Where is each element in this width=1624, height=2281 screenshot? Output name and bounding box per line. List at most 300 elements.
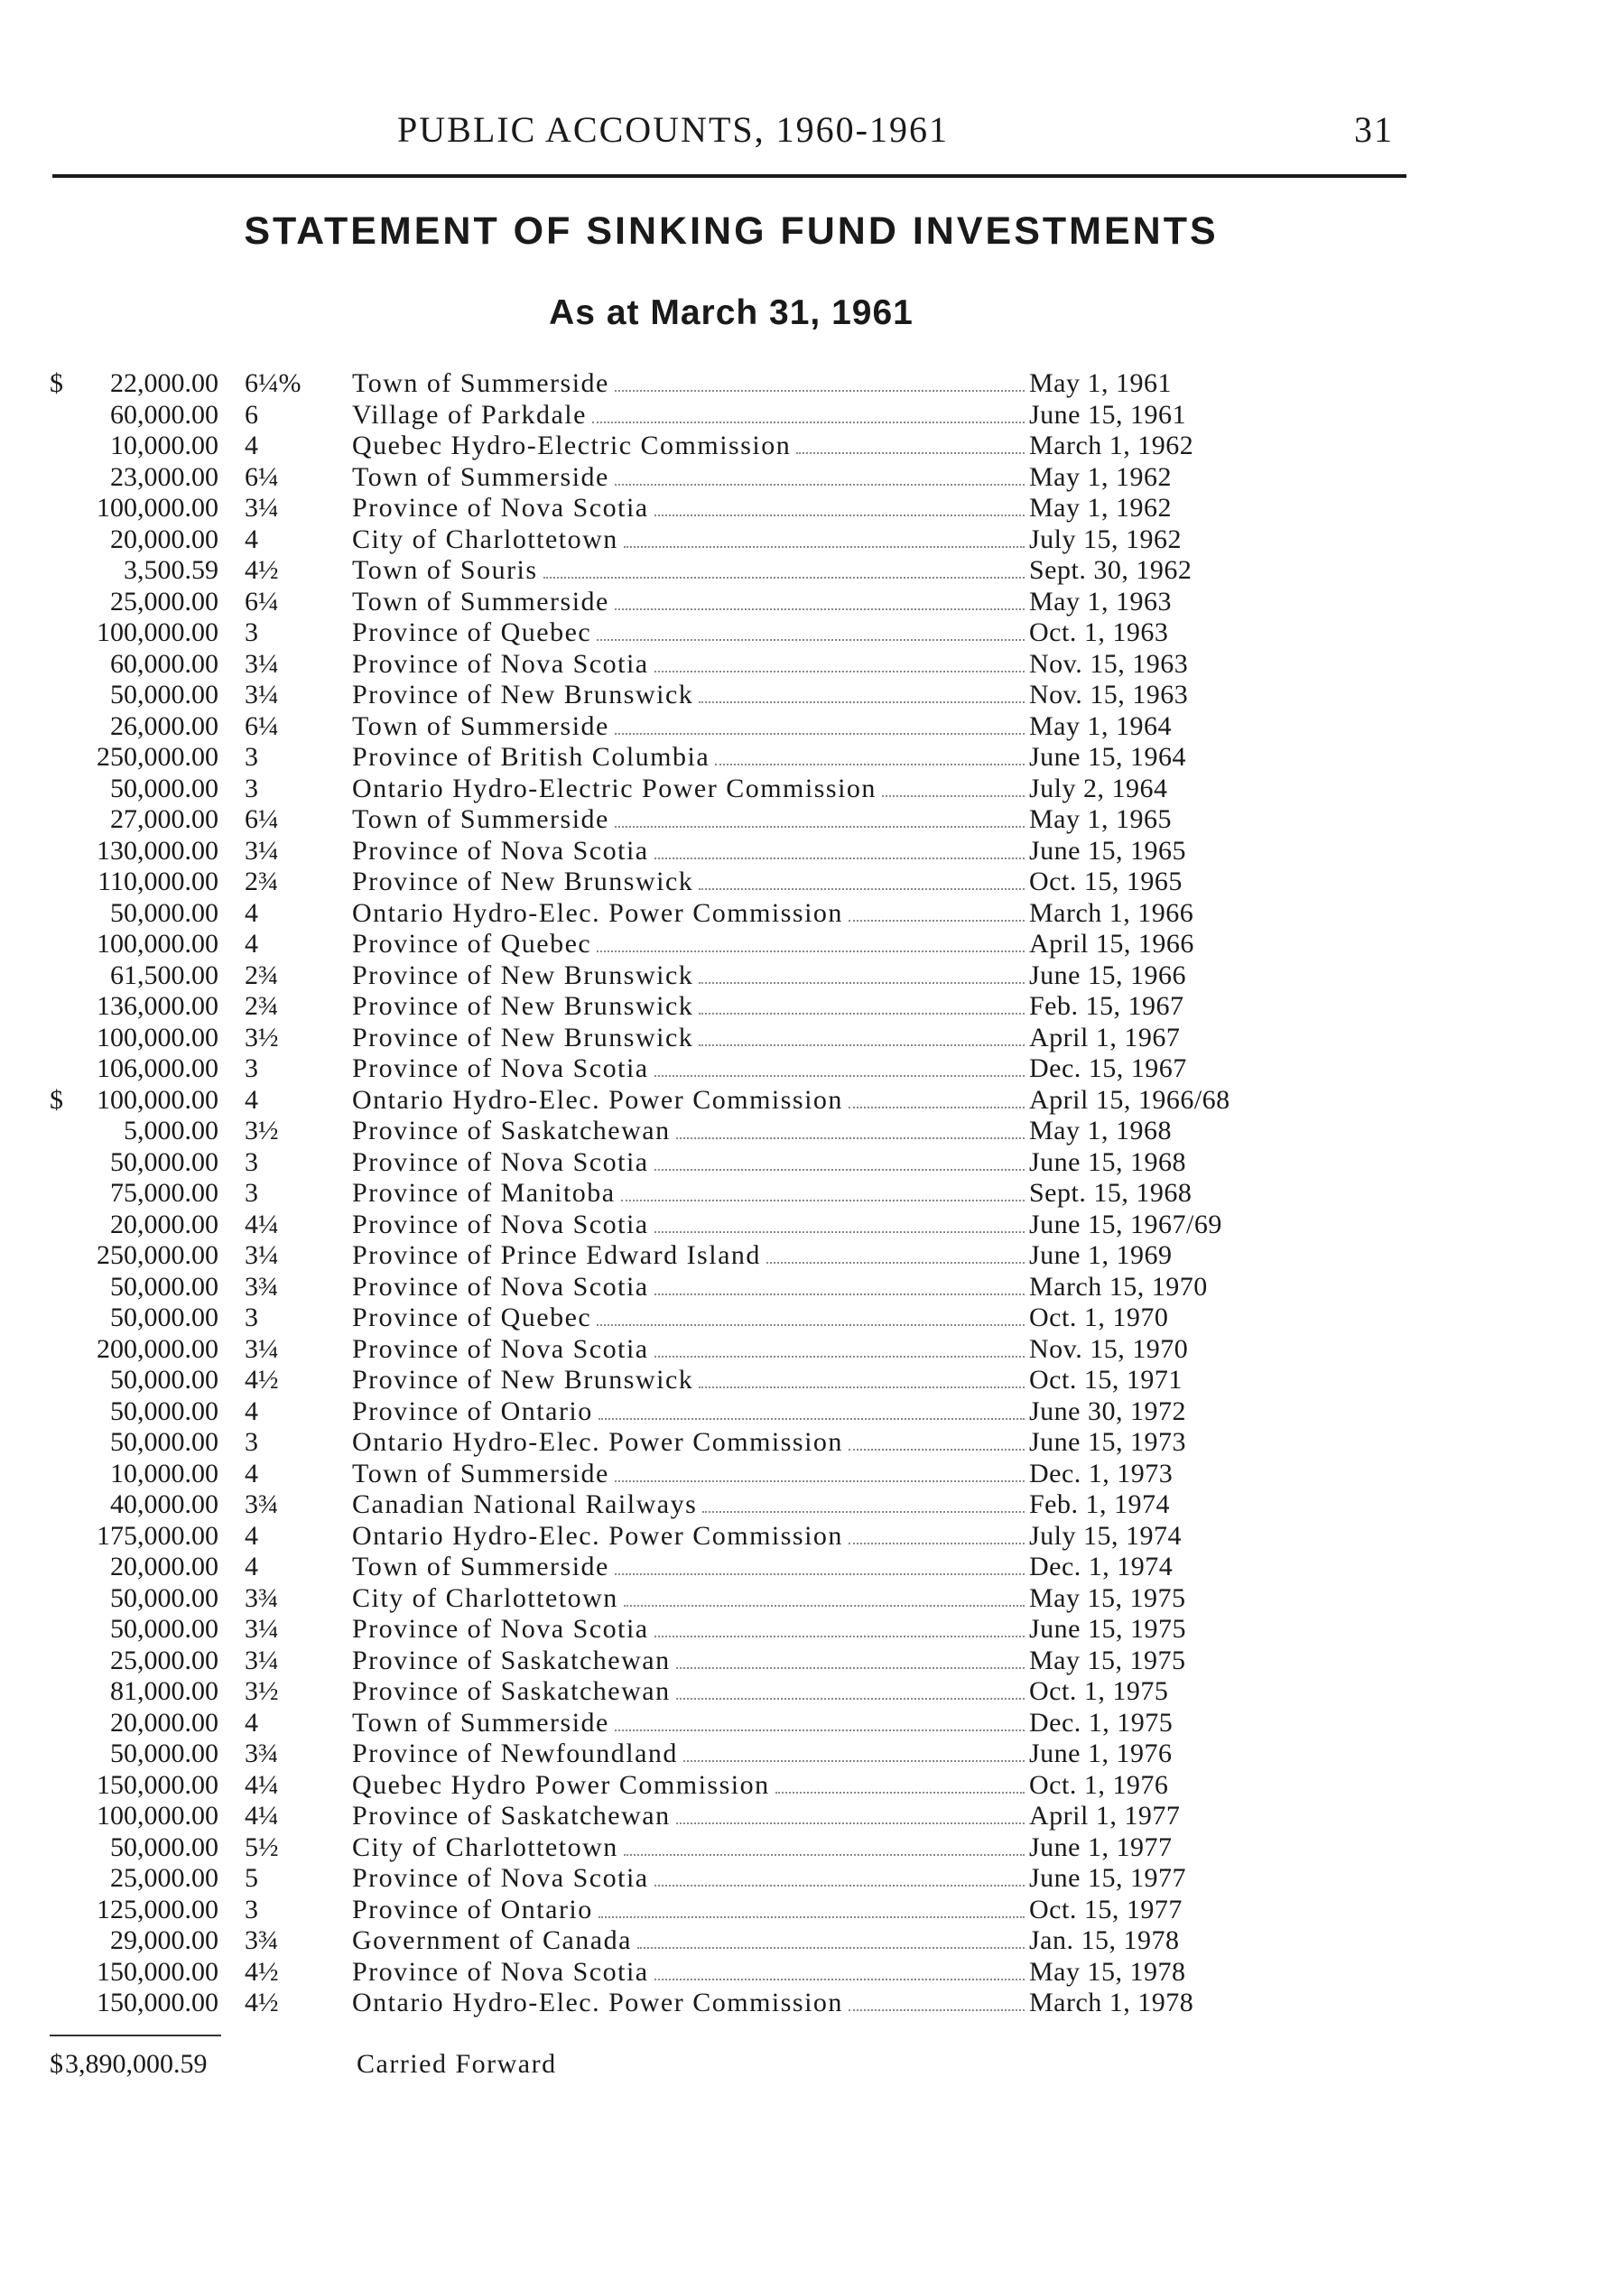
row-maturity: Sept. 30, 1962: [1029, 555, 1192, 585]
row-issuer-cell: [352, 524, 1025, 556]
row-rate: 5½: [245, 1831, 279, 1862]
dot-leader: [882, 795, 1025, 797]
row-issuer: Province of New Brunswick: [352, 991, 694, 1021]
row-amount: 23,000.00: [110, 461, 218, 492]
row-maturity: March 1, 1962: [1029, 431, 1194, 460]
row-issuer-cell: [352, 400, 1025, 431]
row-maturity: Oct. 15, 1965: [1029, 867, 1183, 896]
row-issuer: Province of New Brunswick: [352, 867, 694, 896]
row-issuer: Town of Summerside: [352, 1552, 609, 1581]
row-rate: 3¾: [245, 1925, 279, 1955]
row-issuer-cell: [352, 960, 1025, 992]
row-maturity: June 15, 1967/69: [1029, 1209, 1222, 1239]
row-amount: 100,000.00: [97, 617, 218, 647]
dot-leader: [702, 1511, 1025, 1513]
row-issuer-cell: [352, 493, 1025, 524]
ledger-row: [0, 1552, 1624, 1583]
row-issuer: Province of Nova Scotia: [352, 1053, 649, 1083]
row-issuer: Province of Nova Scotia: [352, 1209, 649, 1239]
row-issuer-cell: [352, 649, 1025, 681]
row-maturity: June 30, 1972: [1029, 1395, 1186, 1426]
header-rule: [52, 174, 1406, 178]
dot-leader: [654, 1885, 1025, 1887]
row-maturity: June 15, 1965: [1029, 835, 1186, 866]
row-maturity: March 1, 1978: [1029, 1988, 1194, 2017]
row-rate: 5: [245, 1863, 258, 1893]
row-maturity: Oct. 15, 1977: [1029, 1894, 1183, 1924]
row-rate: 2¾: [245, 960, 279, 990]
carried-forward-label: Carried Forward: [357, 2049, 557, 2079]
row-rate: 6: [245, 399, 258, 430]
row-issuer-cell: [352, 898, 1025, 930]
ledger-row: [0, 1053, 1624, 1085]
row-issuer-cell: [352, 1521, 1025, 1553]
row-amount: 10,000.00: [110, 431, 218, 460]
dot-leader: [654, 1293, 1025, 1295]
row-rate: 4: [245, 1458, 258, 1488]
row-issuer: Province of Nova Scotia: [352, 1614, 649, 1644]
dot-leader: [676, 1822, 1025, 1824]
ledger-row: [0, 1459, 1624, 1490]
dot-leader: [615, 608, 1025, 610]
row-maturity: May 1, 1965: [1029, 804, 1172, 834]
row-rate: 3: [245, 1427, 258, 1457]
ledger-row: [0, 1646, 1624, 1677]
row-rate: 4½: [245, 1956, 279, 1987]
dot-leader: [621, 1200, 1025, 1201]
ledger-row: [0, 524, 1624, 556]
row-issuer: Village of Parkdale: [352, 399, 587, 430]
row-maturity: July 2, 1964: [1029, 773, 1168, 803]
row-currency: $: [50, 1084, 63, 1115]
dot-leader: [699, 982, 1025, 984]
row-amount: 110,000.00: [97, 867, 218, 896]
dot-leader: [699, 1386, 1025, 1388]
row-issuer-cell: [352, 431, 1025, 462]
ledger-row: [0, 1396, 1624, 1428]
row-issuer: Province of Ontario: [352, 1894, 593, 1924]
row-maturity: Nov. 15, 1970: [1029, 1333, 1189, 1364]
row-issuer-cell: [352, 836, 1025, 867]
row-amount: 250,000.00: [97, 742, 218, 772]
dot-leader: [615, 484, 1025, 486]
dot-leader: [592, 422, 1025, 423]
row-amount: 100,000.00: [97, 929, 218, 959]
ledger-row: [0, 929, 1624, 960]
row-maturity: May 1, 1962: [1029, 461, 1172, 492]
row-rate: 4: [245, 929, 258, 959]
row-issuer-cell: [352, 711, 1025, 743]
row-issuer: Province of New Brunswick: [352, 960, 694, 990]
dot-leader: [654, 1169, 1025, 1171]
row-amount: 22,000.00: [110, 368, 218, 398]
dot-leader: [796, 452, 1025, 454]
row-rate: 4: [245, 524, 258, 554]
row-maturity: Nov. 15, 1963: [1029, 680, 1189, 709]
row-amount: 50,000.00: [110, 773, 218, 803]
row-maturity: March 1, 1966: [1029, 897, 1194, 928]
row-maturity: June 15, 1968: [1029, 1146, 1186, 1177]
row-issuer-cell: [352, 804, 1025, 836]
ledger-row: [0, 1988, 1624, 2019]
row-issuer-cell: [352, 1925, 1025, 1957]
row-maturity: June 1, 1969: [1029, 1240, 1173, 1270]
ledger-row: [0, 368, 1624, 400]
row-maturity: Feb. 1, 1974: [1029, 1489, 1170, 1519]
row-rate: 4¼: [245, 1769, 279, 1800]
ledger-row: [0, 960, 1624, 992]
row-amount: 27,000.00: [110, 804, 218, 834]
row-issuer-cell: [352, 1988, 1025, 2019]
dot-leader: [615, 390, 1025, 392]
row-issuer: Province of Nova Scotia: [352, 493, 649, 523]
row-rate: 2¾: [245, 867, 279, 896]
row-issuer: Ontario Hydro-Elec. Power Commission: [352, 1427, 843, 1457]
row-issuer: Province of Nova Scotia: [352, 1863, 649, 1893]
ledger-row: [0, 1801, 1624, 1832]
row-maturity: Oct. 1, 1963: [1029, 617, 1169, 647]
row-issuer: Province of Saskatchewan: [352, 1645, 671, 1675]
row-amount: 50,000.00: [110, 1427, 218, 1457]
row-rate: 3: [245, 1146, 258, 1177]
row-issuer-cell: [352, 1863, 1025, 1895]
row-rate: 6¼: [245, 461, 279, 492]
ledger-row: [0, 1614, 1624, 1646]
row-maturity: Oct. 1, 1976: [1029, 1769, 1169, 1800]
row-issuer: Quebec Hydro-Electric Commission: [352, 431, 792, 460]
dot-leader: [615, 1480, 1025, 1482]
row-issuer-cell: [352, 368, 1025, 400]
row-issuer-cell: [352, 680, 1025, 711]
ledger-row: [0, 1334, 1624, 1366]
row-issuer-cell: [352, 1676, 1025, 1708]
row-amount: 29,000.00: [110, 1925, 218, 1955]
ledger-row: [0, 617, 1624, 649]
ledger-row: [0, 493, 1624, 524]
row-rate: 3¼: [245, 680, 279, 709]
row-amount: 106,000.00: [97, 1053, 218, 1083]
row-issuer: Province of Manitoba: [352, 1178, 616, 1208]
row-rate: 3: [245, 617, 258, 647]
dot-leader: [654, 1231, 1025, 1233]
row-maturity: Oct. 1, 1975: [1029, 1676, 1169, 1706]
row-issuer: Town of Summerside: [352, 461, 609, 492]
dot-leader: [624, 546, 1025, 548]
row-issuer-cell: [352, 1303, 1025, 1334]
row-rate: 4¼: [245, 1801, 279, 1831]
ledger-row: [0, 555, 1624, 587]
row-rate: 6¼%: [245, 368, 302, 398]
running-title: PUBLIC ACCOUNTS, 1960-1961: [397, 109, 949, 150]
row-amount: 50,000.00: [110, 1271, 218, 1302]
row-amount: 50,000.00: [110, 897, 218, 928]
row-amount: 20,000.00: [110, 1707, 218, 1738]
row-amount: 100,000.00: [97, 1022, 218, 1052]
row-rate: 3½: [245, 1116, 279, 1145]
row-maturity: May 1, 1962: [1029, 493, 1172, 523]
page-number: 31: [1354, 109, 1394, 150]
row-issuer-cell: [352, 1085, 1025, 1117]
dot-leader: [599, 1418, 1025, 1420]
row-rate: 3: [245, 1894, 258, 1924]
row-issuer-cell: [352, 1396, 1025, 1428]
row-issuer: Province of Saskatchewan: [352, 1116, 671, 1145]
row-rate: 3¼: [245, 1240, 279, 1270]
ledger-row: [0, 1303, 1624, 1334]
row-amount: 150,000.00: [97, 1988, 218, 2017]
row-amount: 130,000.00: [97, 835, 218, 866]
row-maturity: Sept. 15, 1968: [1029, 1178, 1192, 1208]
row-issuer-cell: [352, 1895, 1025, 1926]
dot-leader: [597, 1324, 1025, 1326]
ledger-row: [0, 1272, 1624, 1303]
row-rate: 4: [245, 431, 258, 460]
ledger-row: [0, 1521, 1624, 1553]
row-issuer-cell: [352, 555, 1025, 587]
row-amount: 136,000.00: [97, 991, 218, 1021]
row-amount: 26,000.00: [110, 710, 218, 741]
row-issuer: Province of Nova Scotia: [352, 1956, 649, 1987]
row-issuer-cell: [352, 462, 1025, 494]
row-rate: 3: [245, 742, 258, 772]
dot-leader: [597, 950, 1025, 952]
dot-leader: [849, 1543, 1025, 1544]
row-rate: 4: [245, 1552, 258, 1581]
ledger-row: [0, 1210, 1624, 1241]
ledger-row: [0, 1739, 1624, 1770]
row-issuer-cell: [352, 1832, 1025, 1864]
dot-leader: [683, 1760, 1025, 1762]
row-issuer: City of Charlottetown: [352, 1582, 618, 1613]
statement-title: STATEMENT OF SINKING FUND INVESTMENTS: [244, 209, 1219, 253]
row-issuer: Town of Summerside: [352, 1458, 609, 1488]
row-maturity: June 1, 1977: [1029, 1831, 1173, 1862]
ledger-row: [0, 1023, 1624, 1054]
total-currency: $: [50, 2049, 63, 2079]
row-rate: 4¼: [245, 1209, 279, 1239]
row-issuer-cell: [352, 1614, 1025, 1646]
row-amount: 3,500.59: [124, 555, 218, 585]
dot-leader: [699, 701, 1025, 703]
row-maturity: Jan. 15, 1978: [1029, 1925, 1180, 1955]
dot-leader: [624, 1605, 1025, 1607]
row-issuer: Province of Saskatchewan: [352, 1676, 671, 1706]
ledger-row: [0, 1583, 1624, 1615]
row-rate: 3½: [245, 1676, 279, 1706]
row-rate: 4: [245, 1520, 258, 1551]
row-maturity: Nov. 15, 1963: [1029, 648, 1189, 679]
row-amount: 50,000.00: [110, 680, 218, 709]
dot-leader: [654, 515, 1025, 516]
ledger-row: [0, 462, 1624, 494]
row-maturity: June 15, 1975: [1029, 1614, 1186, 1644]
row-maturity: June 15, 1964: [1029, 742, 1186, 772]
row-amount: 125,000.00: [97, 1894, 218, 1924]
statement-date: As at March 31, 1961: [549, 293, 914, 332]
ledger-row: [0, 1957, 1624, 1989]
dot-leader: [849, 2009, 1025, 2011]
row-maturity: June 15, 1977: [1029, 1863, 1186, 1893]
row-maturity: May 1, 1961: [1029, 368, 1172, 398]
row-amount: 60,000.00: [110, 648, 218, 679]
row-currency: $: [50, 368, 63, 398]
row-amount: 25,000.00: [110, 586, 218, 617]
dot-leader: [654, 1075, 1025, 1077]
row-rate: 6¼: [245, 586, 279, 617]
row-rate: 3: [245, 773, 258, 803]
ledger-row: [0, 774, 1624, 805]
dot-leader: [699, 1013, 1025, 1015]
ledger-row: [0, 804, 1624, 836]
row-maturity: June 15, 1973: [1029, 1427, 1186, 1457]
row-amount: 100,000.00: [97, 1084, 218, 1115]
dot-leader: [676, 1667, 1025, 1669]
row-amount: 50,000.00: [110, 1831, 218, 1862]
row-issuer-cell: [352, 587, 1025, 618]
dot-leader: [599, 1916, 1025, 1918]
row-rate: 4½: [245, 555, 279, 585]
row-issuer-cell: [352, 1489, 1025, 1521]
row-maturity: April 15, 1966: [1029, 929, 1194, 959]
row-amount: 20,000.00: [110, 524, 218, 554]
row-issuer-cell: [352, 1427, 1025, 1459]
row-issuer: Ontario Hydro-Elec. Power Commission: [352, 897, 843, 928]
row-issuer: City of Charlottetown: [352, 1831, 618, 1862]
row-issuer-cell: [352, 1023, 1025, 1054]
ledger-row: [0, 1240, 1624, 1272]
ledger-row: [0, 898, 1624, 930]
dot-leader: [597, 639, 1025, 641]
dot-leader: [654, 671, 1025, 672]
row-amount: 50,000.00: [110, 1365, 218, 1395]
row-issuer: Town of Souris: [352, 555, 538, 585]
row-amount: 20,000.00: [110, 1552, 218, 1581]
row-amount: 81,000.00: [110, 1676, 218, 1706]
row-rate: 4: [245, 1084, 258, 1115]
row-issuer: Province of Nova Scotia: [352, 1271, 649, 1302]
row-maturity: April 1, 1967: [1029, 1022, 1181, 1052]
ledger-row: [0, 1708, 1624, 1739]
row-issuer-cell: [352, 1552, 1025, 1583]
row-issuer-cell: [352, 867, 1025, 898]
dot-leader: [849, 1107, 1025, 1108]
row-maturity: March 15, 1970: [1029, 1271, 1208, 1302]
row-amount: 250,000.00: [97, 1240, 218, 1270]
row-issuer-cell: [352, 929, 1025, 960]
ledger-row: [0, 1676, 1624, 1708]
dot-leader: [715, 764, 1025, 765]
row-amount: 25,000.00: [110, 1863, 218, 1893]
row-amount: 50,000.00: [110, 1739, 218, 1768]
row-maturity: Dec. 15, 1967: [1029, 1053, 1187, 1083]
row-issuer: Province of Quebec: [352, 617, 592, 647]
row-maturity: June 1, 1976: [1029, 1739, 1173, 1768]
row-amount: 10,000.00: [110, 1458, 218, 1488]
row-amount: 50,000.00: [110, 1582, 218, 1613]
row-issuer: Province of Newfoundland: [352, 1739, 678, 1768]
ledger-row: [0, 431, 1624, 462]
row-amount: 50,000.00: [110, 1614, 218, 1644]
dot-leader: [624, 1854, 1025, 1856]
row-maturity: Oct. 15, 1971: [1029, 1365, 1183, 1395]
row-amount: 100,000.00: [97, 1801, 218, 1831]
row-issuer-cell: [352, 1646, 1025, 1677]
row-maturity: Dec. 1, 1974: [1029, 1552, 1174, 1581]
row-issuer: Town of Summerside: [352, 710, 609, 741]
ledger-row: [0, 742, 1624, 774]
row-rate: 3¼: [245, 648, 279, 679]
row-maturity: July 15, 1962: [1029, 524, 1183, 554]
row-maturity: May 1, 1963: [1029, 586, 1172, 617]
row-maturity: May 1, 1968: [1029, 1116, 1172, 1145]
row-issuer: Town of Summerside: [352, 586, 609, 617]
row-maturity: June 15, 1961: [1029, 399, 1186, 430]
row-maturity: June 15, 1966: [1029, 960, 1186, 990]
row-maturity: Dec. 1, 1975: [1029, 1707, 1174, 1738]
ledger-row: [0, 400, 1624, 431]
row-issuer-cell: [352, 1240, 1025, 1272]
row-rate: 6¼: [245, 804, 279, 834]
ledger-row: [0, 1178, 1624, 1210]
row-amount: 5,000.00: [124, 1116, 218, 1145]
row-amount: 200,000.00: [97, 1333, 218, 1364]
row-amount: 50,000.00: [110, 1146, 218, 1177]
row-issuer-cell: [352, 1210, 1025, 1241]
row-rate: 3: [245, 1178, 258, 1208]
row-issuer: Province of Ontario: [352, 1395, 593, 1426]
dot-leader: [699, 1044, 1025, 1046]
dot-leader: [615, 1573, 1025, 1575]
row-rate: 4: [245, 1707, 258, 1738]
ledger-row: [0, 867, 1624, 898]
row-issuer-cell: [352, 1147, 1025, 1179]
row-amount: 175,000.00: [97, 1520, 218, 1551]
row-issuer: Province of Nova Scotia: [352, 1333, 649, 1364]
row-rate: 3½: [245, 1022, 279, 1052]
row-issuer: Province of New Brunswick: [352, 680, 694, 709]
ledger-row: [0, 587, 1624, 618]
ledger-row: [0, 1489, 1624, 1521]
row-maturity: Dec. 1, 1973: [1029, 1458, 1174, 1488]
total-row: [0, 2049, 1624, 2085]
row-rate: 3¾: [245, 1271, 279, 1302]
ledger-row: [0, 836, 1624, 867]
row-issuer: Town of Summerside: [352, 804, 609, 834]
ledger-row: [0, 991, 1624, 1023]
row-issuer: Town of Summerside: [352, 368, 609, 398]
row-amount: 61,500.00: [110, 960, 218, 990]
row-maturity: April 15, 1966/68: [1029, 1084, 1230, 1115]
row-issuer-cell: [352, 1459, 1025, 1490]
row-maturity: May 15, 1978: [1029, 1956, 1186, 1987]
row-issuer: Quebec Hydro Power Commission: [352, 1769, 770, 1800]
dot-leader: [849, 1449, 1025, 1451]
row-issuer-cell: [352, 774, 1025, 805]
dot-leader: [543, 577, 1025, 579]
ledger-row: [0, 1365, 1624, 1396]
row-amount: 150,000.00: [97, 1956, 218, 1987]
row-issuer: Province of British Columbia: [352, 742, 710, 772]
row-issuer-cell: [352, 991, 1025, 1023]
row-issuer-cell: [352, 617, 1025, 649]
dot-leader: [654, 858, 1025, 859]
row-maturity: Oct. 1, 1970: [1029, 1303, 1169, 1332]
row-issuer-cell: [352, 1801, 1025, 1832]
row-maturity: Feb. 15, 1967: [1029, 991, 1184, 1021]
row-rate: 3¼: [245, 1333, 279, 1364]
row-issuer-cell: [352, 1334, 1025, 1366]
ledger-row: [0, 1116, 1624, 1147]
